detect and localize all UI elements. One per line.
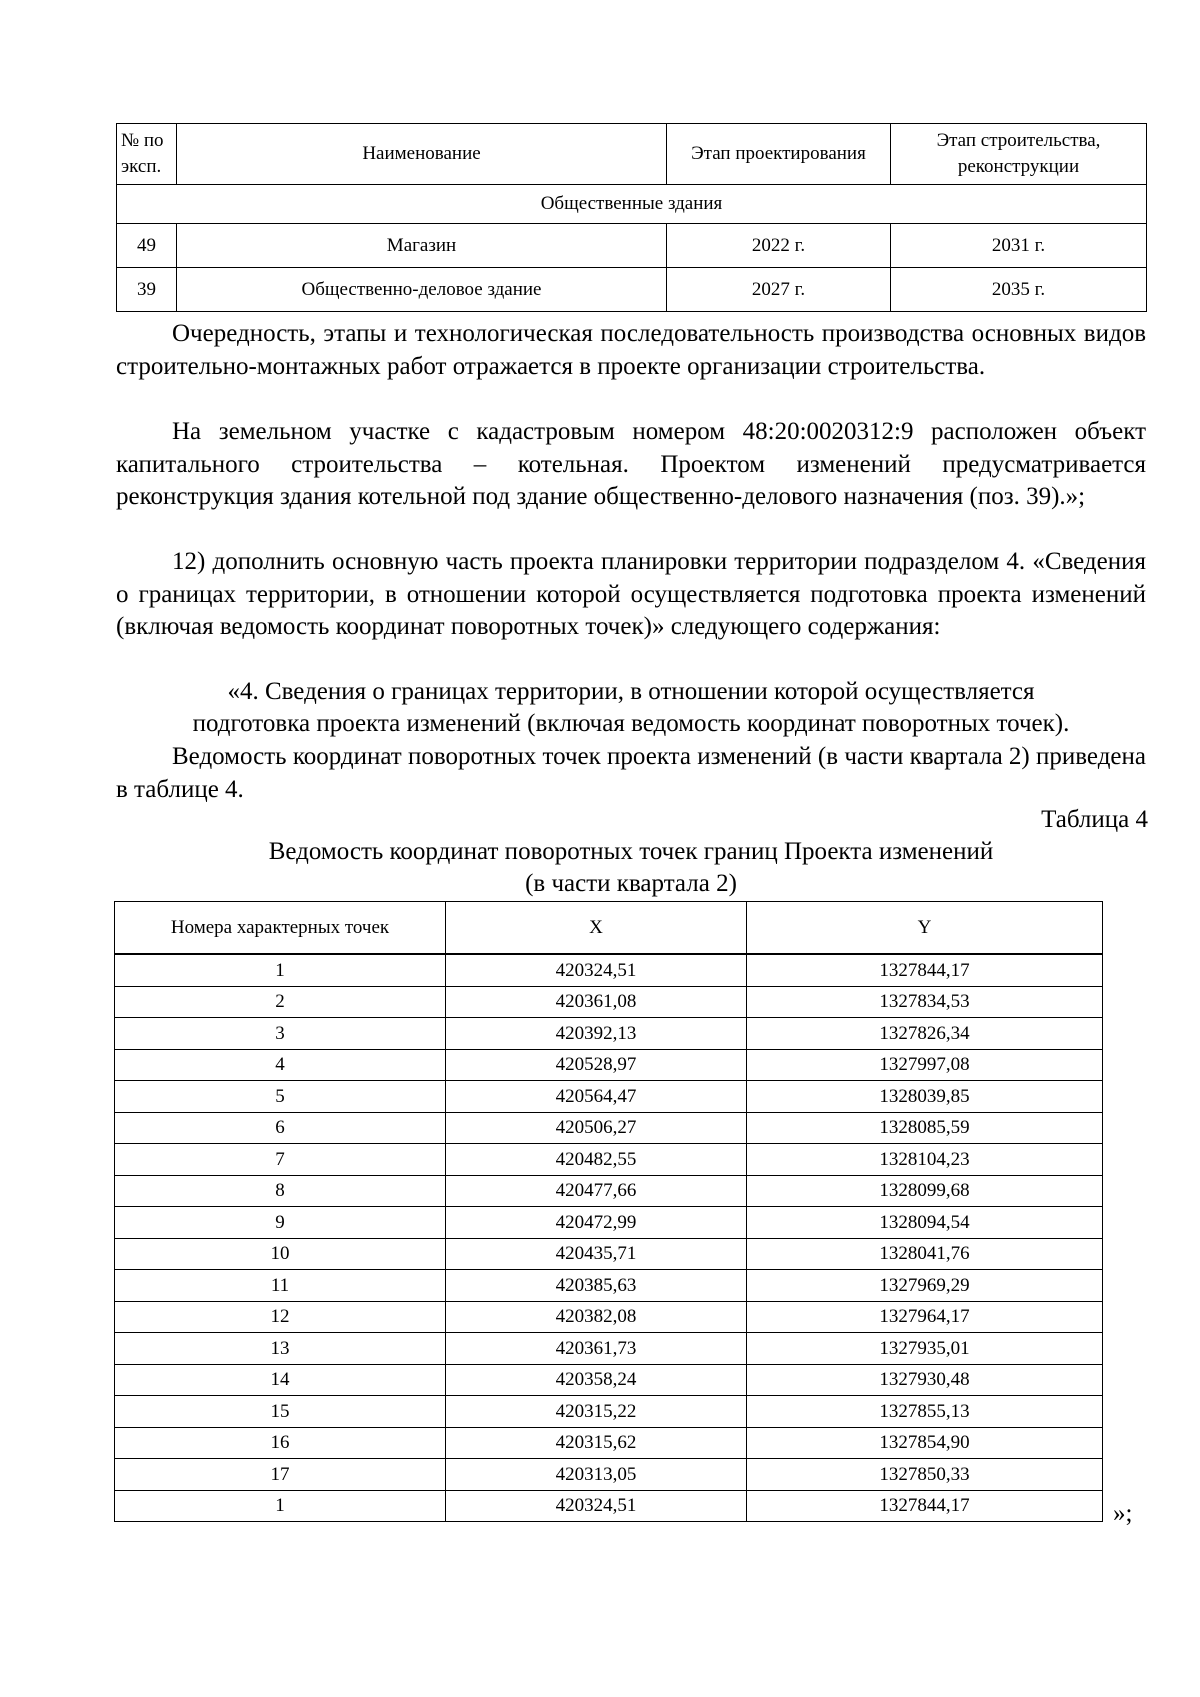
point-number: 14 — [115, 1364, 446, 1396]
coord-x: 420472,99 — [446, 1207, 747, 1239]
coord-x: 420313,05 — [446, 1459, 747, 1491]
point-number: 10 — [115, 1238, 446, 1270]
table-row — [115, 1081, 1103, 1113]
coord-y: 1327844,17 — [747, 954, 1103, 986]
point-number: 3 — [115, 1018, 446, 1050]
coord-y: 1328104,23 — [747, 1144, 1103, 1176]
row-build: 2035 г. — [891, 268, 1147, 312]
coord-x: 420361,08 — [446, 986, 747, 1018]
point-number: 13 — [115, 1333, 446, 1365]
coord-x: 420482,55 — [446, 1144, 747, 1176]
table-number: Таблица 4 — [1041, 806, 1148, 833]
row-num: 49 — [117, 224, 177, 268]
coord-x: 420435,71 — [446, 1238, 747, 1270]
coord-y: 1327969,29 — [747, 1270, 1103, 1302]
coord-x: 420315,22 — [446, 1396, 747, 1428]
coord-x: 420506,27 — [446, 1112, 747, 1144]
coord-x: 420564,47 — [446, 1081, 747, 1113]
point-number: 6 — [115, 1112, 446, 1144]
row-num: 39 — [117, 268, 177, 312]
header-num: № по эксп. — [117, 124, 177, 185]
coord-y: 1327964,17 — [747, 1301, 1103, 1333]
point-number: 7 — [115, 1144, 446, 1176]
caption-line2: (в части квартала 2) — [525, 870, 737, 897]
table-row — [115, 1144, 1103, 1176]
coord-y: 1327930,48 — [747, 1364, 1103, 1396]
table-row — [115, 1238, 1103, 1270]
section-4-heading-line2: подготовка проекта изменений (включая ведомость координат поворотных точек). — [192, 710, 1070, 737]
table-row — [115, 1301, 1103, 1333]
coord-y: 1327850,33 — [747, 1459, 1103, 1491]
coord-y: 1327844,17 — [747, 1490, 1103, 1522]
row-build: 2031 г. — [891, 224, 1147, 268]
caption-line1: Ведомость координат поворотных точек границ Проекта изменений — [268, 838, 994, 865]
point-number: 16 — [115, 1427, 446, 1459]
row-design: 2022 г. — [667, 224, 891, 268]
point-number: 17 — [115, 1459, 446, 1491]
table-row — [115, 986, 1103, 1018]
point-number: 8 — [115, 1175, 446, 1207]
table-row — [115, 1175, 1103, 1207]
point-number: 1 — [115, 954, 446, 986]
table-row — [115, 1207, 1103, 1239]
point-number: 12 — [115, 1301, 446, 1333]
coord-x: 420324,51 — [446, 1490, 747, 1522]
coord-x: 420385,63 — [446, 1270, 747, 1302]
section-title: Общественные здания — [117, 185, 1147, 224]
point-number: 1 — [115, 1490, 446, 1522]
table-caption — [116, 836, 1146, 900]
header-point: Номера характерных точек — [115, 902, 446, 955]
coordinates-table-body — [115, 954, 1103, 1522]
table-row — [115, 1049, 1103, 1081]
table-row — [115, 1459, 1103, 1491]
coord-x: 420358,24 — [446, 1364, 747, 1396]
coordinates-table-header — [115, 902, 1103, 955]
header-y: Y — [747, 902, 1103, 955]
coord-x: 420477,66 — [446, 1175, 747, 1207]
coord-x: 420392,13 — [446, 1018, 747, 1050]
coord-y: 1327935,01 — [747, 1333, 1103, 1365]
point-number: 15 — [115, 1396, 446, 1428]
point-number: 4 — [115, 1049, 446, 1081]
coord-y: 1327997,08 — [747, 1049, 1103, 1081]
coord-y: 1328094,54 — [747, 1207, 1103, 1239]
section-row — [117, 185, 1147, 224]
table-row — [115, 1270, 1103, 1302]
coord-x: 420361,73 — [446, 1333, 747, 1365]
table-row — [115, 1490, 1103, 1522]
point-number: 11 — [115, 1270, 446, 1302]
table-row — [117, 224, 1147, 268]
row-design: 2027 г. — [667, 268, 891, 312]
paragraph-coordinates-intro: Ведомость координат поворотных точек проекта изменений (в части квартала 2) приведена в таблице 4. — [116, 743, 1146, 803]
table-row — [115, 954, 1103, 986]
point-number: 9 — [115, 1207, 446, 1239]
coord-y: 1328099,68 — [747, 1175, 1103, 1207]
table-row — [115, 1364, 1103, 1396]
table-row — [115, 1018, 1103, 1050]
coord-y: 1327826,34 — [747, 1018, 1103, 1050]
row-name: Магазин — [177, 224, 667, 268]
table-row — [115, 1112, 1103, 1144]
coord-x: 420315,62 — [446, 1427, 747, 1459]
coordinates-table — [114, 901, 1103, 1522]
header-design-stage: Этап проектирования — [667, 124, 891, 185]
row-name: Общественно-деловое здание — [177, 268, 667, 312]
paragraph-sequence: Очередность, этапы и технологическая последовательность производства основных видов строительно-монтажных работ отражается в проекте организации строительства. — [116, 320, 1146, 380]
paragraph-item-12: 12) дополнить основную часть проекта планировки территории подразделом 4. «Сведения о границах территории, в отношении которой осуществляется подготовка проекта изменений (включая ведомость координат поворотных точек)» следующего содержания: — [116, 548, 1146, 640]
coord-y: 1327854,90 — [747, 1427, 1103, 1459]
table-row — [117, 268, 1147, 312]
paragraph-cadastral: На земельном участке с кадастровым номером 48:20:0020312:9 расположен объект капитального строительства – котельная. Проектом изменений предусматривается реконструкция здания котельной под здание общественно-делового назначения (поз. 39).»; — [116, 418, 1146, 510]
coord-x: 420324,51 — [446, 954, 747, 986]
header-x: X — [446, 902, 747, 955]
coord-y: 1327855,13 — [747, 1396, 1103, 1428]
point-number: 2 — [115, 986, 446, 1018]
point-number: 5 — [115, 1081, 446, 1113]
coord-y: 1328041,76 — [747, 1238, 1103, 1270]
coord-y: 1328085,59 — [747, 1112, 1103, 1144]
buildings-table-header — [117, 124, 1147, 185]
coord-y: 1328039,85 — [747, 1081, 1103, 1113]
buildings-table — [116, 123, 1147, 312]
table-row — [115, 1396, 1103, 1428]
coord-x: 420528,97 — [446, 1049, 747, 1081]
header-build-stage: Этап строительства, реконструкции — [891, 124, 1147, 185]
coord-y: 1327834,53 — [747, 986, 1103, 1018]
coord-x: 420382,08 — [446, 1301, 747, 1333]
closing-quote: »; — [1113, 1500, 1133, 1527]
table-row — [115, 1333, 1103, 1365]
header-name: Наименование — [177, 124, 667, 185]
table-row — [115, 1427, 1103, 1459]
section-4-heading-line1: «4. Сведения о границах территории, в отношении которой осуществляется — [227, 678, 1035, 705]
